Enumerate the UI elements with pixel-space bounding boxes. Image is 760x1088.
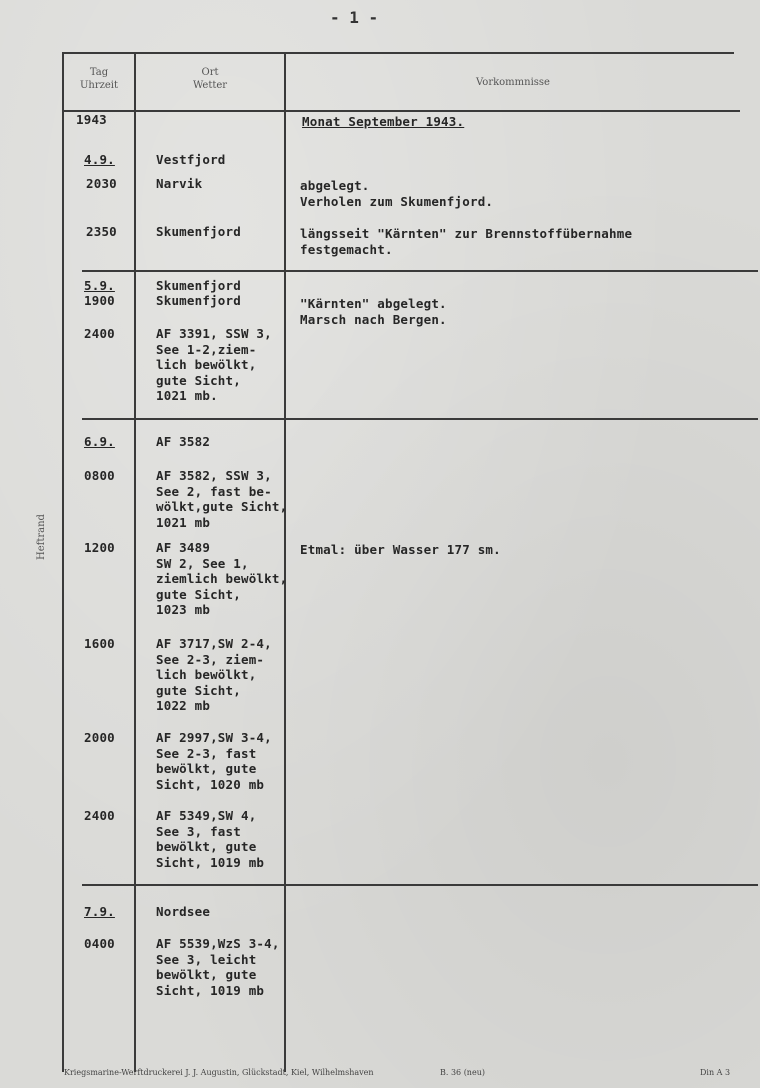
entry-location: AF 3391, SSW 3, See 1-2,ziem- lich bewölkt, gute Sicht, 1021 mb. — [156, 326, 272, 403]
entry-location: Skumenfjord — [156, 224, 241, 239]
entry-time: 1900 — [84, 293, 115, 308]
header-events: Vorkommnisse — [476, 77, 550, 88]
table-top-rule — [62, 52, 734, 54]
form-number: B. 36 (neu) — [440, 1068, 485, 1077]
month-heading: Monat September 1943. — [302, 114, 465, 129]
day-location: Nordsee — [156, 904, 211, 919]
column-rule-1 — [134, 52, 136, 1072]
entry-location: AF 2997,SW 3-4, See 2-3, fast bewölkt, gute Sicht, 1020 mb — [156, 730, 272, 792]
page-number: - 1 - — [330, 8, 379, 27]
day-date: 6.9. — [84, 434, 115, 449]
entry-location: AF 3489 SW 2, See 1, ziemlich bewölkt, gute Sicht, 1023 mb — [156, 540, 288, 617]
entry-time: 1200 — [84, 540, 115, 555]
entry-events: "Kärnten" abgelegt. Marsch nach Bergen. — [300, 296, 447, 327]
day-date: 4.9. — [84, 152, 115, 167]
entry-events: längsseit "Kärnten" zur Brennstoffübernahme festgemacht. — [300, 226, 633, 257]
paper-size: Din A 3 — [700, 1068, 731, 1077]
entry-events: Etmal: über Wasser 177 sm. — [300, 542, 501, 557]
header-date-time — [66, 66, 132, 92]
day-separator-3 — [82, 884, 758, 886]
entry-time: 2030 — [86, 176, 117, 191]
left-rule — [62, 52, 64, 1072]
entry-time: 2000 — [84, 730, 115, 745]
year: 1943 — [76, 112, 107, 127]
entry-time: 2400 — [84, 326, 115, 341]
entry-time: 2400 — [84, 808, 115, 823]
header-place-weather — [138, 66, 282, 92]
entry-location: AF 5539,WzS 3-4, See 3, leicht bewölkt, gute Sicht, 1019 mb — [156, 936, 280, 998]
entry-location: Narvik — [156, 176, 203, 191]
day-date: 5.9. — [84, 278, 115, 293]
entry-location: AF 3717,SW 2-4, See 2-3, ziem- lich bewölkt, gute Sicht, 1022 mb — [156, 636, 272, 713]
header-bottom-rule — [62, 110, 740, 112]
entry-time: 0400 — [84, 936, 115, 951]
entry-events: abgelegt. Verholen zum Skumenfjord. — [300, 178, 494, 209]
day-separator-1 — [82, 270, 758, 272]
header-date-label: Tag — [89, 67, 109, 78]
day-separator-2 — [82, 418, 758, 420]
entry-location: Skumenfjord — [156, 293, 241, 308]
header-place-label: Ort — [201, 67, 219, 78]
header-weather-label: Wetter — [192, 80, 228, 91]
printer-imprint: Kriegsmarine-Werftdruckerei J. J. Augustin, Glückstadt, Kiel, Wilhelmshaven — [64, 1068, 374, 1077]
day-location: Skumenfjord — [156, 278, 241, 293]
margin-label: Heftrand — [36, 514, 47, 560]
entry-time: 0800 — [84, 468, 115, 483]
header-time-label: Uhrzeit — [79, 80, 119, 91]
day-date: 7.9. — [84, 904, 115, 919]
entry-location: AF 5349,SW 4, See 3, fast bewölkt, gute Sicht, 1019 mb — [156, 808, 265, 870]
day-location: Vestfjord — [156, 152, 226, 167]
entry-time: 1600 — [84, 636, 115, 651]
entry-time: 2350 — [86, 224, 117, 239]
entry-location: AF 3582, SSW 3, See 2, fast be- wölkt,gute Sicht, 1021 mb — [156, 468, 288, 530]
day-location: AF 3582 — [156, 434, 211, 449]
